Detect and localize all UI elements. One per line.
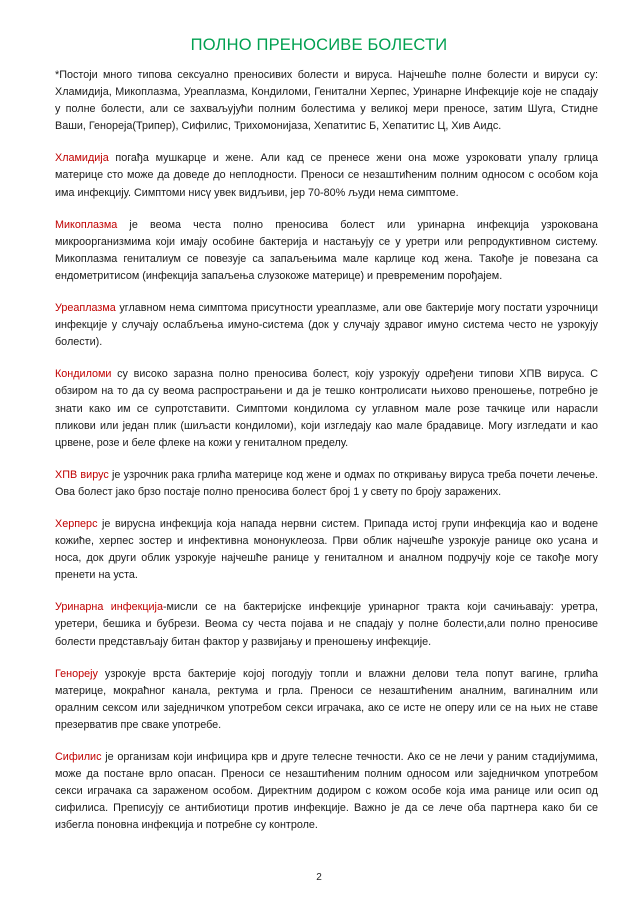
section-text: је веома честа полно преносива болест или уринарна инфекција узрокована микроорганизмима који имају особине бактерија и настањују се у уретри или репродуктивном систему. Микоплазма гениталиум се повезује са запаљењима мале карлице код жена. Такође је повезана са ендометритисом (инфекција запаљења слузокоже материце) и превременим порођајем.: [55, 218, 598, 282]
section-term: Кондиломи: [55, 368, 112, 381]
section-chlamydia: [55, 150, 598, 201]
section-text: -мисли се на бактеријске инфекције уринарног тракта који сачињавају: уретра, уретери, бешика и бубрези. Веома су честа појава и не спадају у полне болести,али полно преносиве болести представљају битан фактор у развијању и преношењу инфекције.: [55, 601, 598, 648]
page-number: 2: [316, 872, 322, 883]
intro-paragraph: *Постоји много типова сексуално преносивих болести и вируса. Најчешће полне болести и вируси су: Хламидија, Микоплазма, Уреаплазма, Кондиломи, Генитални Херпес, Уринарне Инфекције које не спадају у полне болести, али се захваљујући полним болестима у великој мери преносе, затим Шуга, Стидне Ваши, Генореја(Трипер), Сифилис, Трихомонијаза, Хепатитис Б, Хепатитис Ц, Хив Аидс.: [55, 69, 598, 133]
section-term: Уринарна инфекција: [55, 601, 163, 614]
section-term: Сифилис: [55, 751, 102, 763]
section-term: ХПВ вирус: [55, 468, 109, 481]
section-term: Уреаплазма: [55, 302, 116, 315]
section-text: углавном нема симптома присутности уреаплазме, али ове бактерије могу постати узрочници инфекције у случају ослабљења имуно-система (док у случају здравог имуно система често не узрокују болести).: [55, 302, 598, 349]
section-text: су високо заразна полно преносива болест, коју узрокују одређени типови ХПВ вируса. С обзиром на то да су веома распрострањени и да је тешко контролисати њихово преношење, потребно је знати како им се супротставити. Симптоми кондилома су углавном мале розе тачкице или нарасли пликови или један плик (шиљасти кондиломи), који изгледају као мале брадавице. Могу изгледати и као црвене, розе и беле флеке на кожи у гениталном пределу.: [55, 368, 598, 449]
section-syphilis: [55, 749, 598, 834]
section-text: је организам који инфицира крв и друге телесне течности. Ако се не лечи у раним стадијумима, може да постане врло опасан. Преноси се незаштићеним полним односом или заједничком употребом секси играчака са зараженом особом. Директним додиром с кожом особе која има ранице или осип од сифилиса. Преписују се антибиотици против инфекције. Важно је да се лече оба партнера како би се избегла поновна инфекција и потребне су контроле.: [55, 751, 598, 832]
section-term: Хламидија: [55, 152, 109, 165]
section-gonorrhea: [55, 666, 598, 734]
page-title: ПОЛНО ПРЕНОСИВЕ БОЛЕСТИ: [190, 36, 448, 54]
section-text: погађа мушкарце и жене. Али кад се пренесе жени она може узроковати упалу грлица материце сто може да доведе до неплодности. Преноси се незаштићеним полним односом с особом која има инфекцију. Симптоми нисү увек видљиви, јер 70-80% људи нема симптоме.: [55, 152, 598, 199]
document-body: [55, 67, 598, 849]
section-ureaplasma: [55, 300, 598, 351]
section-urinary-infection: [55, 599, 598, 650]
section-text: узрокује врста бактерије којој погодују топли и влажни делови тела попут вагине, грлића материце, мокраћног канала, ректума и грла. Преноси се незаштићеним аналним, вагиналним или оралним сексом или заједничком употребом секси играчака, ако се исте не оперу или се на њих не ставе презерватив пре сваке употребе.: [55, 667, 598, 731]
section-hpv: [55, 467, 598, 501]
section-mycoplasma: [55, 217, 598, 285]
section-condyloma: [55, 366, 598, 451]
section-term: Херперс: [55, 517, 98, 530]
section-term: Микоплазма: [55, 218, 118, 231]
section-text: је вирусна инфекција која напада нервни систем. Припада истој групи инфекција као и водене кожиће, херпес зостер и инфективна мононуклеоза. Први облик најчешће узрокује ранице око усана и носа, док други облик узрокује најчешће ранице у гениталном и аналном подручју које се такође могу пренети на уста.: [55, 517, 598, 582]
section-text: је узрочник рака грлића материце код жене и одмах по откривању вируса треба почети лечење. Ова болест јако брзо постаје полно преносива болест број 1 у свету по броју заражених.: [55, 468, 598, 498]
section-term: Генореју: [55, 667, 98, 680]
section-herpes: [55, 516, 598, 584]
